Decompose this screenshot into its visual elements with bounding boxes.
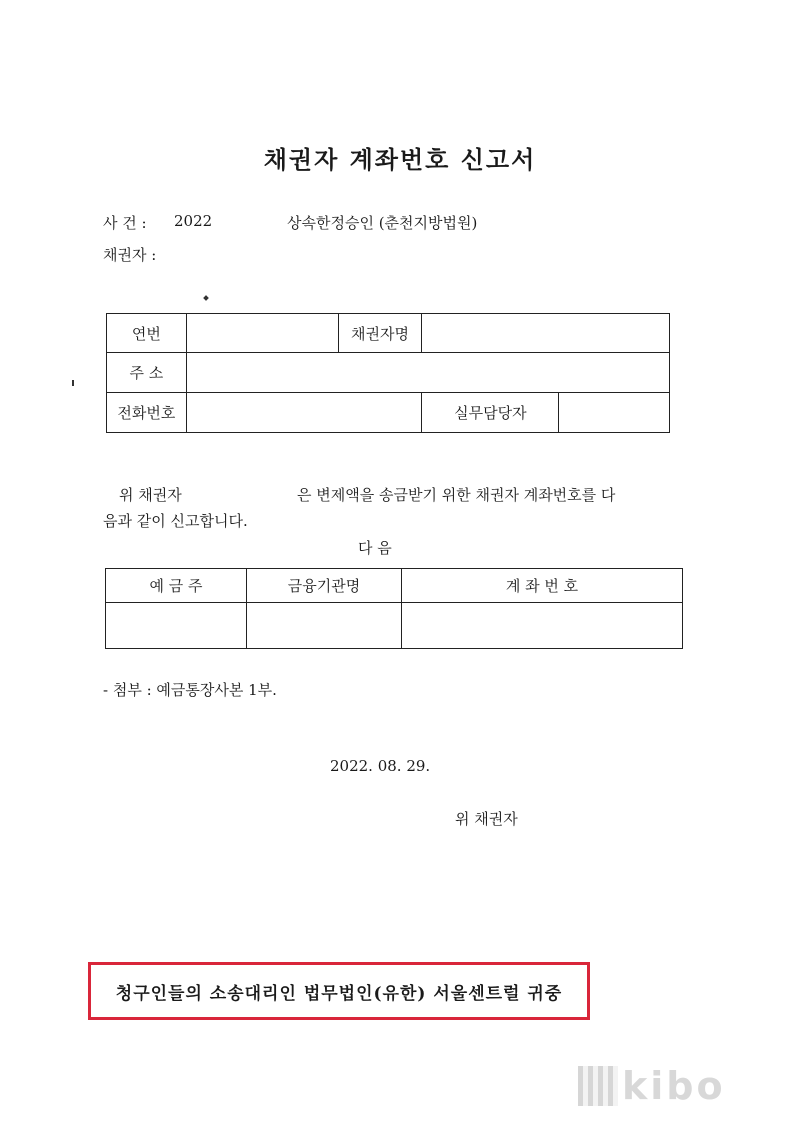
phone-label: 전화번호 <box>107 392 187 432</box>
phone-value <box>186 392 422 432</box>
holder-value <box>106 603 247 649</box>
recipient-box: 청구인들의 소송대리인 법무법인(유한) 서울센트럴 귀중 <box>88 962 590 1020</box>
case-number: 2022 <box>174 212 213 230</box>
account-table <box>105 568 683 649</box>
attachment-note: - 첨부 : 예금통장사본 1부. <box>103 681 277 699</box>
bank-label: 금융기관명 <box>247 569 402 603</box>
case-label: 사 건 : <box>103 214 147 232</box>
scan-speck <box>203 295 209 301</box>
body-line1-end: 은 변제액을 송금받기 위한 채권자 계좌번호를 다 <box>297 486 616 504</box>
signature-label: 위 채권자 <box>455 810 518 828</box>
address-value <box>186 353 669 392</box>
account-number-label: 계 좌 번 호 <box>402 569 683 603</box>
body-line1-start: 위 채권자 <box>119 486 182 504</box>
staff-value <box>559 392 670 432</box>
account-number-value <box>402 603 683 649</box>
creditor-label: 채권자 : <box>103 246 157 264</box>
body-line2: 음과 같이 신고합니다. <box>103 512 248 530</box>
document-title: 채권자 계좌번호 신고서 <box>263 145 537 174</box>
logo-mosaic-icon <box>578 1066 618 1106</box>
watermark-logo <box>578 1064 748 1108</box>
section-heading: 다 음 <box>358 539 392 557</box>
staff-label: 실무담당자 <box>422 392 559 432</box>
address-label: 주 소 <box>107 353 187 392</box>
creditor-name-label: 채권자명 <box>338 314 422 353</box>
serial-label: 연번 <box>107 314 187 353</box>
case-name: 상속한정승인 (춘천지방법원) <box>287 214 478 232</box>
document-date: 2022. 08. 29. <box>330 757 431 775</box>
scan-speck <box>72 380 74 386</box>
creditor-info-table <box>106 313 670 433</box>
holder-label: 예 금 주 <box>106 569 247 603</box>
creditor-name-value <box>422 314 670 353</box>
serial-value <box>186 314 338 353</box>
bank-value <box>247 603 402 649</box>
logo-text: kibo <box>622 1064 726 1108</box>
